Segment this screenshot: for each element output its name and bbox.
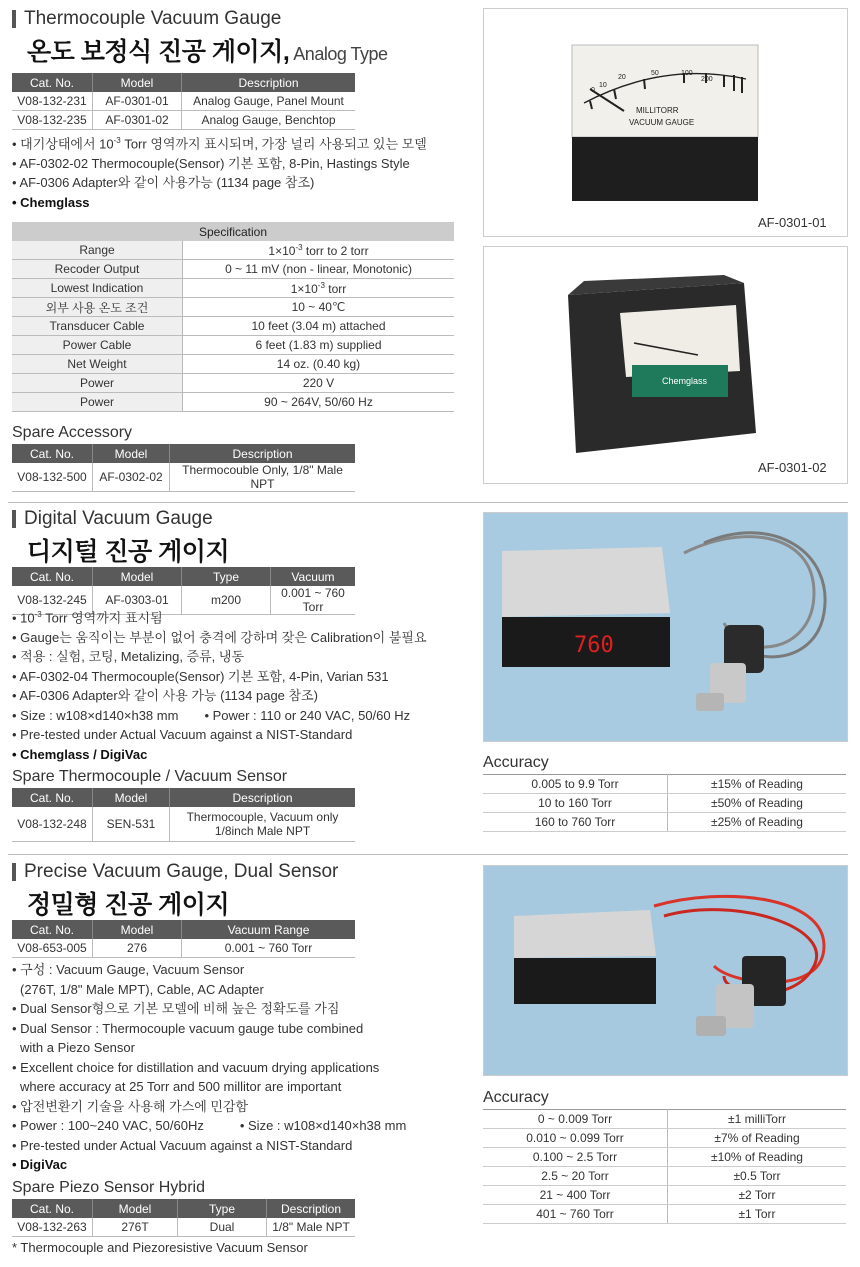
specification-table: Specification Range $1\times 10^{-3}$ torr to 2 torr Recoder Output 0 ~ 11 mV (non - linear, Monotonic) Lowest Indication $1\times 10^{-3}$ torr 외부 사용 온도 조건 10 ~ 40℃ Transducer Cable 10 feet (3.04 m) attached Power Cable 6 feet (1.83 m) supplied Net Weight 14 oz. (0.40 kg) Power 220 V Power 90 ~ 264V, 50/60 Hz	[12, 222, 454, 412]
gauge-label-vacuum: VACUUM GAUGE	[629, 118, 695, 127]
section2-bullets: • $10^{-3}$ Torr 영역까지 표시됨 • Gauge는 움직이는 부분이 없어 충격에 강하며 잦은 Calibration이 불필요 • 적용 : 실험, 코팅, Metalizing, 증류, 냉동 • AF-0302-04 Thermocouple(Sensor) 기본 포함, 4-Pin, Varian 531 • AF-0306 Adapter와 같이 사용 가능 (1134 page 참조) • Size : w108×d140×h38 mm • Power : 110 or 240 VAC, 50/60 Hz • Pre-tested under Actual Vacuum against a NIST-Standard • Chemglass / DigiVac	[12, 610, 427, 762]
table-row: 401 ~ 760 Torr ±1 Torr	[483, 1205, 846, 1224]
section-divider	[8, 854, 848, 855]
gauge-scale-100: 100	[681, 70, 693, 77]
spare-sensor-table: Cat. No. Model Description V08-132-248 SEN-531 Thermocouple, Vacuum only 1/8inch Male NPT	[12, 788, 355, 842]
table-row: Power 220 V	[12, 374, 454, 393]
gauge-scale-20: 20	[618, 74, 626, 81]
section2-product-table: Cat. No. Model Type Vacuum V08-132-245 AF-0303-01 m200 0.001 ~ 760 Torr	[12, 567, 355, 615]
photo1-caption: AF-0301-01	[758, 215, 827, 230]
table-row: 0.005 to 9.9 Torr ±15% of Reading	[483, 775, 846, 794]
table-row: 21 ~ 400 Torr ±2 Torr	[483, 1186, 846, 1205]
section3-korean-title: 정밀형 진공 게이지	[27, 891, 230, 919]
table-row: V08-653-005 276 0.001 ~ 760 Torr	[12, 939, 355, 958]
table-row: V08-132-235 AF-0301-02 Analog Gauge, Benchtop	[12, 111, 355, 130]
table-row: V08-132-500 AF-0302-02 Thermocouble Only, 1/8" Male NPT	[12, 463, 355, 492]
table-row: 외부 사용 온도 조건 10 ~ 40℃	[12, 298, 454, 317]
table-row: Recoder Output 0 ~ 11 mV (non - linear, Monotonic)	[12, 260, 454, 279]
section-divider	[8, 502, 848, 503]
table-row: 2.5 ~ 20 Torr ±0.5 Torr	[483, 1167, 846, 1186]
section3-title: Precise Vacuum Gauge, Dual Sensor	[12, 861, 338, 883]
table-row: Transducer Cable 10 feet (3.04 m) attached	[12, 317, 454, 336]
section3-bullets: • 구성 : Vacuum Gauge, Vacuum Sensor (276T, 1/8" Male MPT), Cable, AC Adapter • Dual Sensor형으로 기본 모델에 비해 높은 정확도를 가짐 • Dual Sensor : Thermocouple vacuum gauge tube combined with a Piezo Sensor • Excellent choice for distillation and vacuum drying applications where accuracy at 25 Torr and 500 millitor are important • 압전변환기 기술을 사용해 가스에 민감함 • Power : 100~240 VAC, 50/60Hz • Size : w108×d140×h38 mm • Pre-tested under Actual Vacuum against a NIST-Standard • DigiVac	[12, 962, 407, 1172]
table-row: Power 90 ~ 264V, 50/60 Hz	[12, 393, 454, 412]
gauge-label-millitorr: MILLITORR	[636, 106, 679, 115]
table-row: V08-132-245 AF-0303-01 m200 0.001 ~ 760 Torr	[12, 586, 355, 615]
digital-gauge-photo	[483, 512, 848, 742]
spare-sensor-title: Spare Thermocouple / Vacuum Sensor	[12, 768, 288, 785]
benchtop-gauge-photo	[483, 246, 848, 484]
accuracy-table-digital	[483, 774, 846, 832]
accuracy-title-dual: Accuracy	[483, 1089, 549, 1106]
section1-title: Thermocouple Vacuum Gauge	[12, 8, 281, 30]
dual-sensor-gauge-photo	[483, 865, 848, 1076]
table-row: V08-132-231 AF-0301-01 Analog Gauge, Panel Mount	[12, 92, 355, 111]
gauge-scale-10: 10	[599, 82, 607, 89]
digital-display-readout: 760	[574, 633, 614, 658]
gauge-scale-50: 50	[651, 70, 659, 77]
section1-bullets: • 대기상태에서 $10^{-3}$ Torr 영역까지 표시되며, 가장 널리 사용되고 있는 모델 • AF-0302-02 Thermocouple(Sensor) 기본 포함, 8-Pin, Hastings Style • AF-0306 Adapter와 같이 사용가능 (1134 page 참조) • Chemglass	[12, 136, 427, 210]
table-row: 160 to 760 Torr ±25% of Reading	[483, 813, 846, 832]
table-row: V08-132-263 276T Dual 1/8" Male NPT	[12, 1218, 355, 1237]
accuracy-table-dual	[483, 1109, 846, 1224]
table-row: Net Weight 14 oz. (0.40 kg)	[12, 355, 454, 374]
gauge-scale-0: 0	[591, 87, 595, 94]
table-row: 10 to 160 Torr ±50% of Reading	[483, 794, 846, 813]
brand-label: Chemglass	[662, 376, 708, 386]
table-row: Lowest Indication $1\times 10^{-3}$ torr	[12, 279, 454, 298]
table-row: Power Cable 6 feet (1.83 m) supplied	[12, 336, 454, 355]
section1-korean-title: 온도 보정식 진공 게이지, Analog Type	[27, 38, 388, 66]
table-row: 0 ~ 0.009 Torr ±1 milliTorr	[483, 1110, 846, 1129]
spare-accessory-title: Spare Accessory	[12, 424, 133, 441]
spare-piezo-title: Spare Piezo Sensor Hybrid	[12, 1179, 205, 1196]
section3-product-table: Cat. No. Model Vacuum Range V08-653-005 276 0.001 ~ 760 Torr	[12, 920, 355, 958]
photo2-caption: AF-0301-02	[758, 460, 827, 475]
analog-panel-gauge-photo	[483, 8, 848, 237]
gauge-scale-200: 200	[701, 76, 713, 83]
section2-korean-title: 디지털 진공 게이지	[27, 538, 230, 566]
table-row: 0.100 ~ 2.5 Torr ±10% of Reading	[483, 1148, 846, 1167]
footnote: * Thermocouple and Piezoresistive Vacuum Sensor	[12, 1240, 308, 1255]
accuracy-title-digital: Accuracy	[483, 754, 549, 771]
spare-piezo-table: Cat. No. Model Type Description V08-132-263 276T Dual 1/8" Male NPT	[12, 1199, 355, 1237]
spare-accessory-table: Cat. No. Model Description V08-132-500 AF-0302-02 Thermocouble Only, 1/8" Male NPT	[12, 444, 355, 492]
section2-title: Digital Vacuum Gauge	[12, 508, 213, 530]
table-row: Range $1\times 10^{-3}$ torr to 2 torr	[12, 241, 454, 260]
table-row: V08-132-248 SEN-531 Thermocouple, Vacuum only 1/8inch Male NPT	[12, 807, 355, 842]
section1-product-table: Cat. No. Model Description V08-132-231 AF-0301-01 Analog Gauge, Panel Mount V08-132-235 AF-0301-02 Analog Gauge, Benchtop	[12, 73, 355, 130]
table-row: 0.010 ~ 0.099 Torr ±7% of Reading	[483, 1129, 846, 1148]
